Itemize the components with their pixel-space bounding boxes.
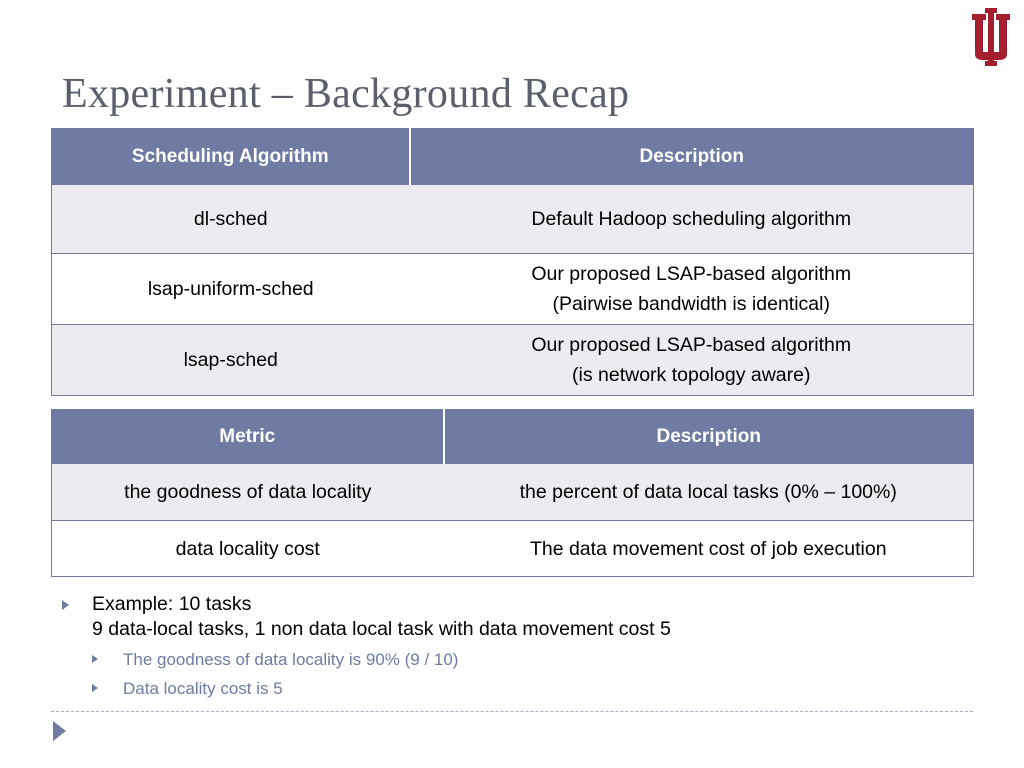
header-description: Description <box>444 410 974 464</box>
bullet-arrow-icon <box>62 600 69 610</box>
description-line: (Pairwise bandwidth is identical) <box>552 293 830 315</box>
metric-name: the goodness of data locality <box>52 464 444 521</box>
bullet-text: 9 data-local tasks, 1 non data local task with data movement cost 5 <box>92 618 671 640</box>
table-row <box>52 464 974 521</box>
table-row <box>52 254 974 325</box>
table-header-row <box>52 129 974 185</box>
bullet-item <box>62 592 962 642</box>
table-row <box>52 521 974 577</box>
header-scheduling-algorithm: Scheduling Algorithm <box>52 129 410 185</box>
description-line: (is network topology aware) <box>572 364 811 386</box>
bullet-text: Example: 10 tasks <box>92 593 252 615</box>
sub-bullet-text: The goodness of data locality is 90% (9 / 10) <box>123 650 459 669</box>
metric-description: the percent of data local tasks (0% – 100%) <box>444 464 974 521</box>
metric-description: The data movement cost of job execution <box>444 521 974 577</box>
header-description: Description <box>410 129 974 185</box>
algorithm-name: lsap-uniform-sched <box>52 254 410 325</box>
description-line: Default Hadoop scheduling algorithm <box>531 208 852 230</box>
table-row <box>52 185 974 254</box>
trident-logo <box>966 8 1016 66</box>
sub-bullet-text: Data locality cost is 5 <box>123 679 283 698</box>
sub-bullet-item <box>92 674 962 703</box>
algorithm-name: dl-sched <box>52 185 410 254</box>
algorithm-description <box>410 325 974 396</box>
table-header-row <box>52 410 974 464</box>
bullet-list <box>62 592 962 703</box>
bullet-arrow-icon <box>92 684 98 692</box>
algorithm-name: lsap-sched <box>52 325 410 396</box>
algorithms-table <box>51 128 974 396</box>
algorithm-description <box>410 185 974 254</box>
slide-title: Experiment – Background Recap <box>62 71 630 117</box>
table-row <box>52 325 974 396</box>
metric-name: data locality cost <box>52 521 444 577</box>
metrics-table <box>51 409 974 577</box>
description-line: Our proposed LSAP-based algorithm <box>531 334 852 356</box>
algorithm-description <box>410 254 974 325</box>
next-slide-arrow-icon[interactable] <box>53 721 66 741</box>
header-metric: Metric <box>52 410 444 464</box>
footer-divider <box>51 711 973 712</box>
bullet-arrow-icon <box>92 655 98 663</box>
sub-bullet-item <box>92 645 962 674</box>
description-line: Our proposed LSAP-based algorithm <box>531 263 852 285</box>
